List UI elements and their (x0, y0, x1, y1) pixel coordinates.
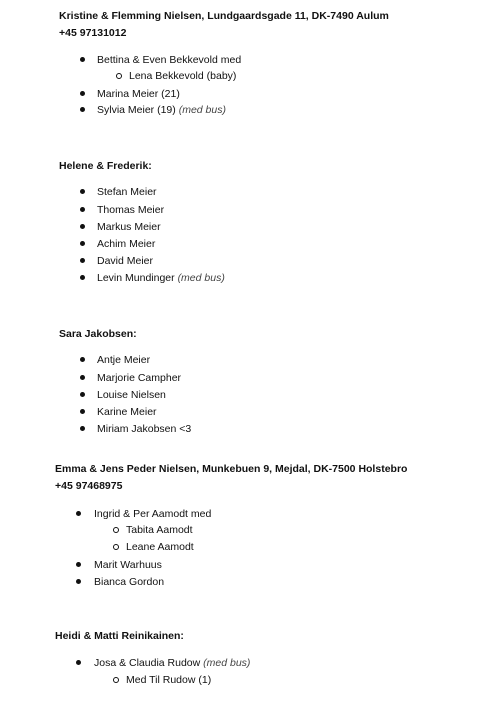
guest-name: Ingrid & Per Aamodt med (94, 508, 212, 520)
family-heading: Helene & Frederik: (59, 160, 152, 172)
family-block (59, 8, 389, 42)
family-block (55, 628, 184, 645)
guest-entry (94, 655, 250, 671)
guest-entry (97, 270, 225, 286)
sub-guest-name: Lena Bekkevold (baby) (129, 70, 237, 82)
guest-note: (med bus) (203, 657, 251, 669)
guest-name: Marit Warhuus (94, 559, 162, 571)
family-phone: +45 97468975 (55, 480, 123, 492)
guest-name: Stefan Meier (97, 186, 157, 198)
bullet-icon (76, 511, 81, 516)
guest-name: Markus Meier (97, 221, 161, 233)
bullet-icon (80, 207, 85, 212)
bullet-icon (80, 241, 85, 246)
guest-name: Antje Meier (97, 354, 151, 366)
bullet-icon (80, 392, 85, 397)
sub-guest-name: Tabita Aamodt (126, 524, 193, 536)
bullet-icon (80, 107, 85, 112)
guest-name: Thomas Meier (97, 204, 165, 216)
guest-name: Bettina & Even Bekkevold med (97, 54, 242, 66)
guest-name: Karine Meier (97, 406, 157, 418)
sub-guest-name: Leane Aamodt (126, 541, 194, 553)
bullet-icon (80, 375, 85, 380)
guest-name: Achim Meier (97, 238, 156, 250)
guest-name: Levin Mundinger (97, 272, 175, 284)
guest-note: (med bus) (177, 272, 225, 284)
guest-name: Josa & Claudia Rudow (94, 657, 201, 669)
bullet-icon (80, 357, 85, 362)
circle-bullet-icon (116, 73, 122, 79)
guest-entry (97, 102, 226, 118)
bullet-icon (76, 579, 81, 584)
bullet-icon (80, 426, 85, 431)
bullet-icon (80, 189, 85, 194)
family-block (59, 158, 152, 175)
sub-guest-name: Med Til Rudow (1) (126, 674, 212, 686)
bullet-icon (80, 409, 85, 414)
bullet-icon (76, 660, 81, 665)
bullet-icon (80, 91, 85, 96)
bullet-icon (76, 562, 81, 567)
guest-note: (med bus) (178, 104, 226, 116)
family-block (59, 326, 137, 343)
family-heading: Sara Jakobsen: (59, 328, 137, 340)
family-heading: Emma & Jens Peder Nielsen, Munkebuen 9, Mejdal, DK-7500 Holstebro (55, 463, 408, 475)
family-phone: +45 97131012 (59, 27, 127, 39)
guest-name: David Meier (97, 255, 154, 267)
circle-bullet-icon (113, 677, 119, 683)
guest-name: Marina Meier (21) (97, 88, 180, 100)
circle-bullet-icon (113, 544, 119, 550)
bullet-icon (80, 258, 85, 263)
guest-name: Bianca Gordon (94, 576, 165, 588)
guest-name: Sylvia Meier (19) (97, 104, 176, 116)
guest-name: Louise Nielsen (97, 389, 166, 401)
bullet-icon (80, 224, 85, 229)
family-heading: Heidi & Matti Reinikainen: (55, 630, 184, 642)
family-heading: Kristine & Flemming Nielsen, Lundgaardsgade 11, DK-7490 Aulum (59, 10, 389, 22)
guest-name: Miriam Jakobsen <3 (97, 423, 192, 435)
guest-name: Marjorie Campher (97, 372, 182, 384)
bullet-icon (80, 275, 85, 280)
circle-bullet-icon (113, 527, 119, 533)
bullet-icon (80, 57, 85, 62)
family-block (55, 461, 407, 495)
